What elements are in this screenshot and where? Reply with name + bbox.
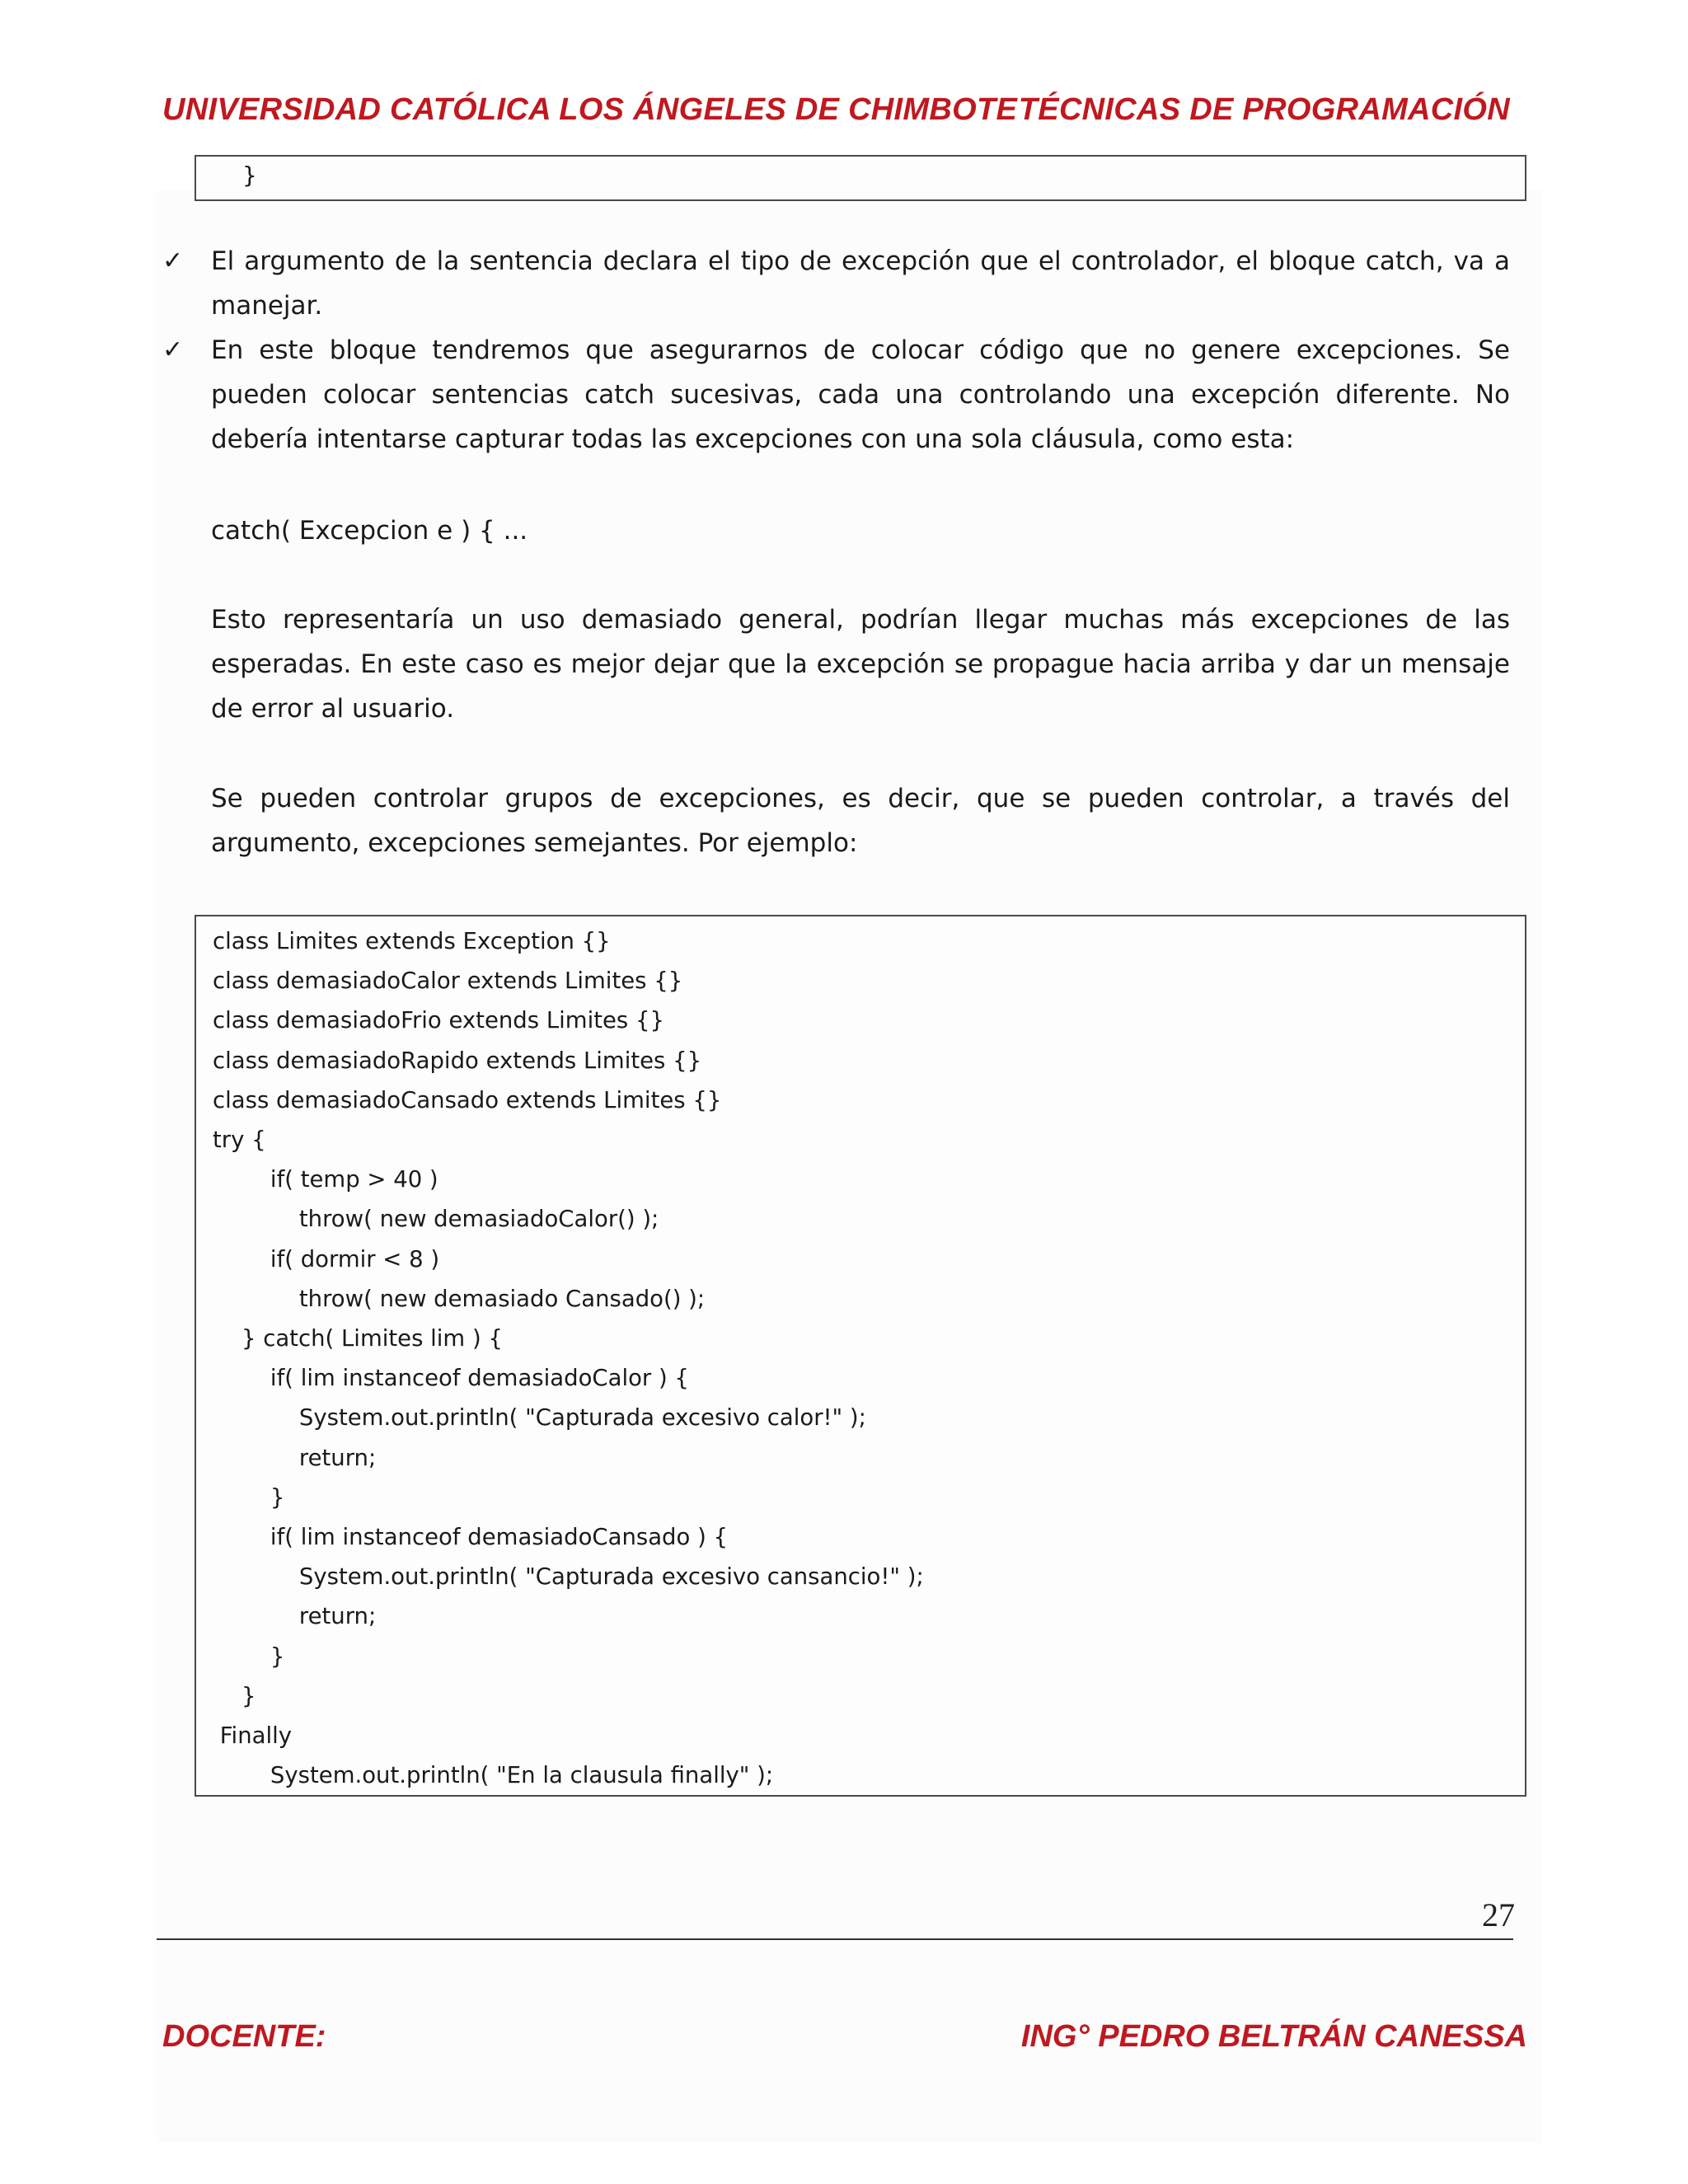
code-line: System.out.println( "Capturada excesivo calor!" ); <box>213 1404 866 1432</box>
bullet-item <box>162 239 1510 328</box>
code-line: class demasiadoRapido extends Limites {} <box>213 1047 702 1074</box>
code-line: System.out.println( "Capturada excesivo cansancio!" ); <box>213 1563 924 1591</box>
code-line: throw( new demasiado Cansado() ); <box>213 1285 706 1312</box>
checkmark-icon: ✓ <box>162 335 184 364</box>
code-line: System.out.println( "En la clausula finally" ); <box>213 1762 774 1789</box>
bullet-text: El argumento de la sentencia declara el tipo de excepción que el controlador, el bloque catch, va a manejar. <box>211 246 1510 321</box>
bullet-list <box>162 239 1510 462</box>
code-line: if( lim instanceof demasiadoCansado ) { <box>213 1524 729 1551</box>
code-line: if( dormir < 8 ) <box>213 1245 440 1272</box>
catch-example: catch( Excepcion e ) { ... <box>211 516 528 546</box>
page-number: 27 <box>1482 1896 1515 1933</box>
code-listing-box <box>195 915 1526 1797</box>
code-listing <box>213 921 924 1795</box>
code-line: } <box>213 1483 285 1511</box>
code-line: class demasiadoCansado extends Limites {} <box>213 1086 722 1113</box>
paragraph-general-use: Esto representaría un uso demasiado general, podrían llegar muchas más excepciones de las esperadas. En este caso es mejor dejar que la excepción se propague hacia arriba y dar un mensaje de error al usuario. <box>211 605 1510 724</box>
footer-teacher-name: ING° PEDRO BELTRÁN CANESSA <box>1020 2019 1527 2054</box>
code-line: if( lim instanceof demasiadoCalor ) { <box>213 1365 689 1392</box>
footer-teacher-label: DOCENTE: <box>162 2019 326 2054</box>
header-university: UNIVERSIDAD CATÓLICA LOS ÁNGELES DE CHIMBOTE <box>162 92 1018 127</box>
bullet-item <box>162 328 1510 462</box>
code-line: if( temp > 40 ) <box>213 1166 438 1193</box>
code-line: } <box>213 1682 256 1709</box>
checkmark-icon: ✓ <box>162 246 184 275</box>
footer-divider <box>157 1938 1513 1940</box>
code-line: class Limites extends Exception {} <box>213 928 611 954</box>
code-line: } catch( Limites lim ) { <box>213 1325 503 1352</box>
header-course: TÉCNICAS DE PROGRAMACIÓN <box>1018 92 1510 127</box>
bullet-text: En este bloque tendremos que asegurarnos de colocar código que no genere excepciones. Se pueden colocar sentencias catch sucesivas, cada una controlando una excepción diferente. No debería intentarse capturar todas las excepciones con una sola cláusula, como esta: <box>211 335 1510 454</box>
code-line: } <box>213 1643 285 1670</box>
code-line: return; <box>213 1444 377 1471</box>
code-line: Finally <box>213 1722 293 1750</box>
code-line: class demasiadoCalor extends Limites {} <box>213 968 683 995</box>
code-closing-brace: } <box>242 162 257 189</box>
code-line: try { <box>213 1127 266 1154</box>
code-box-continuation <box>195 155 1526 201</box>
code-line: throw( new demasiadoCalor() ); <box>213 1206 659 1233</box>
code-line: return; <box>213 1603 377 1630</box>
code-line: class demasiadoFrio extends Limites {} <box>213 1007 664 1034</box>
paragraph-exception-groups: Se pueden controlar grupos de excepciones, es decir, que se pueden controlar, a través del argumento, excepciones semejantes. Por ejemplo: <box>211 784 1510 858</box>
